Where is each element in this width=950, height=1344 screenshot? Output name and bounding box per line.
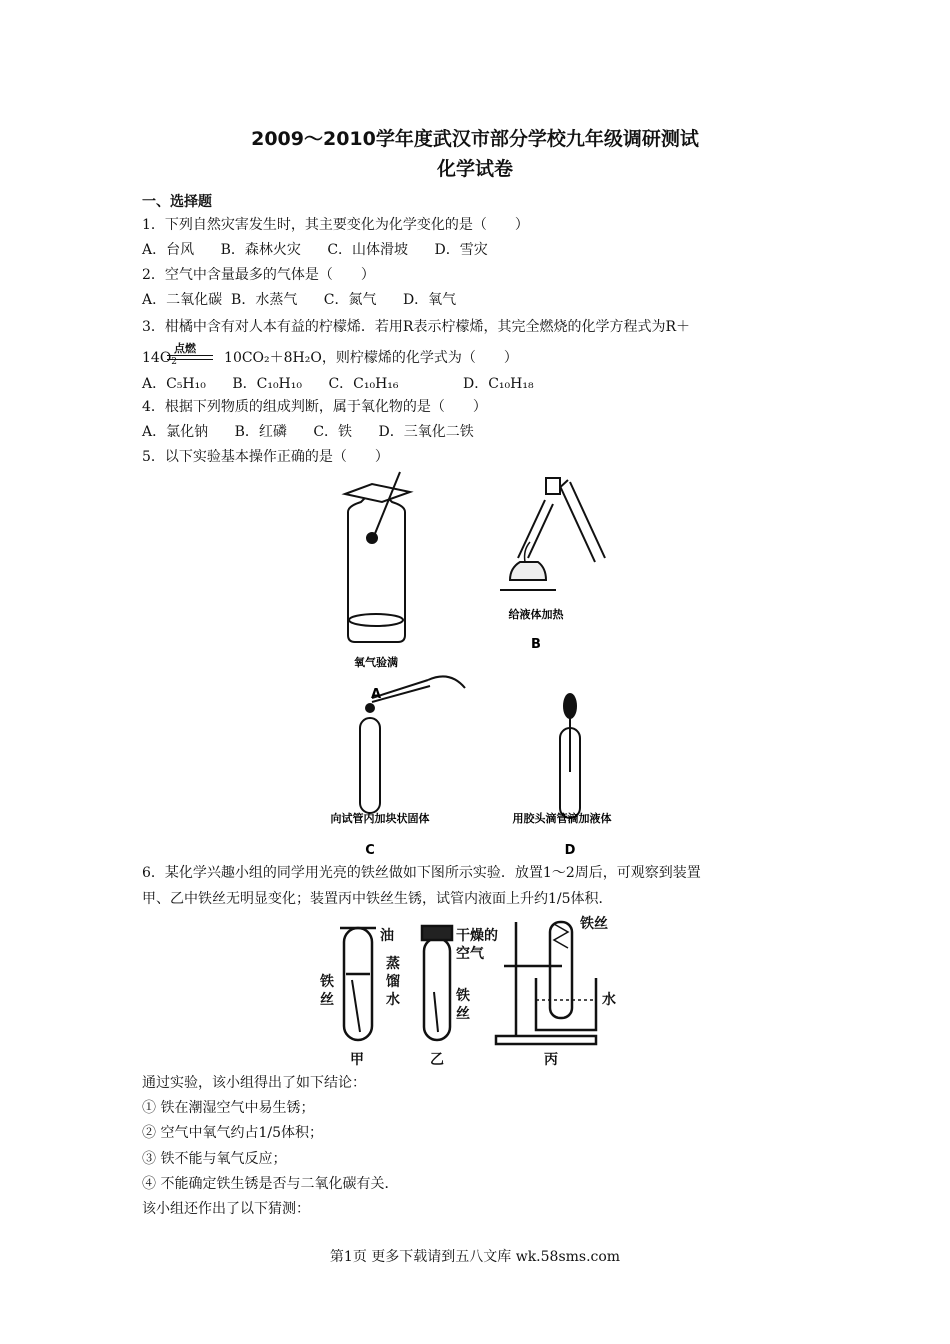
q1-option-c: C．山体滑坡 (327, 242, 409, 258)
q4-option-c: C．铁 (313, 424, 353, 440)
q2-option-a: A．二氧化碳 (142, 292, 223, 308)
svg-text:铁: 铁 (456, 988, 470, 1004)
question-4-options (142, 423, 474, 441)
guess-intro: 该小组还作出了以下猜测： (142, 1201, 310, 1217)
question-5-stem: 5．以下实验基本操作正确的是（ ） (142, 449, 389, 465)
q4-option-b: B．红磷 (234, 424, 287, 440)
fig-a-caption: 氧气验满 (354, 656, 398, 669)
figure-a-gas-bottle (345, 472, 410, 642)
section-heading: 一、选择题 (142, 194, 212, 210)
bing-wire-label: 铁丝 (580, 916, 608, 932)
svg-text:空气: 空气 (456, 946, 484, 962)
question-6-stem-1: 6．某化学兴趣小组的同学用光亮的铁丝做如下图所示实验．放置1～2周后，可观察到装置 (142, 865, 701, 881)
q4-option-d: D．三氧化二铁 (378, 424, 474, 440)
q3-option-b: B．C₁₀H₁₀ (232, 376, 302, 392)
apparatus-jia (340, 928, 376, 1040)
page-footer: 第1页 更多下载请到五八文库 wk.58sms.com (329, 1249, 621, 1265)
apparatus-bing (496, 922, 596, 1044)
q1-option-b: B．森林火灾 (220, 242, 301, 258)
q3-option-d: D．C₁₀H₁₈ (463, 376, 534, 392)
fig-a-letter: A (370, 687, 382, 702)
figure-b-heating (500, 478, 605, 590)
fig-c-letter: C (365, 843, 375, 858)
svg-text:丝: 丝 (320, 992, 334, 1008)
svg-text:馏: 馏 (386, 974, 400, 990)
fig-b-caption: 给液体加热 (508, 608, 564, 621)
fig-d-caption: 用胶头滴管滴加液体 (512, 812, 612, 825)
conclusion-intro: 通过实验，该小组得出了如下结论： (142, 1075, 366, 1091)
question-4-stem: 4．根据下列物质的组成判断，属于氧化物的是（ ） (142, 399, 487, 415)
q2-option-c: C．氮气 (323, 292, 377, 308)
lab-operations-figure (320, 470, 640, 870)
jia-oil-label: 油 (380, 928, 394, 944)
q3-option-a: A．C₅H₁₀ (142, 376, 206, 392)
bing-water-label: 水 (602, 992, 616, 1008)
q2-option-b: B．水蒸气 (231, 292, 298, 308)
conclusion-2: ② 空气中氧气约占1/5体积； (142, 1125, 323, 1141)
q1-option-d: D．雪灾 (434, 242, 488, 258)
apparatus-yi (422, 926, 452, 1040)
reaction-condition: 点燃 (174, 342, 196, 355)
question-1-options (142, 241, 488, 259)
q4-option-a: A．氯化钠 (142, 424, 209, 440)
q3-option-c: C．C₁₀H₁₆ (328, 376, 399, 392)
conclusion-3: ③ 铁不能与氧气反应； (142, 1151, 287, 1167)
iron-rust-experiment-figure (300, 912, 650, 1072)
question-3-stem: 3．柑橘中含有对人本有益的柠檬烯．若用R表示柠檬烯，其完全燃烧的化学方程式为R＋ (142, 319, 690, 335)
question-2-stem: 2．空气中含量最多的气体是（ ） (142, 267, 375, 283)
yi-label: 乙 (430, 1052, 444, 1068)
question-6-stem-2: 甲、乙中铁丝无明显变化；装置丙中铁丝生锈，试管内液面上升约1/5体积． (142, 891, 613, 907)
question-3-options (142, 375, 534, 393)
q1-option-a: A．台风 (142, 242, 195, 258)
svg-text:蒸: 蒸 (386, 956, 400, 972)
question-2-options (142, 291, 456, 309)
q2-option-d: D．氧气 (402, 292, 457, 308)
bing-label: 丙 (544, 1052, 558, 1068)
jia-label: 甲 (350, 1052, 364, 1068)
page-subtitle: 化学试卷 (436, 158, 513, 180)
page-title: 2009～2010学年度武汉市部分学校九年级调研测试 (251, 128, 699, 150)
fig-c-caption: 向试管内加块状固体 (330, 812, 430, 825)
question-1-stem: 1．下列自然灾害发生时，其主要变化为化学变化的是（ ） (142, 217, 529, 233)
svg-text:铁: 铁 (320, 974, 334, 990)
fig-d-letter: D (564, 843, 576, 858)
svg-text:丝: 丝 (456, 1006, 470, 1022)
svg-text:干燥的: 干燥的 (456, 928, 498, 944)
conclusion-1: ① 铁在潮湿空气中易生锈； (142, 1100, 315, 1116)
question-3-equation: $14O_2$ 10CO₂＋8H₂O，则柠檬烯的化学式为（ ） (142, 350, 518, 367)
conclusion-4: ④ 不能确定铁生锈是否与二氧化碳有关． (142, 1176, 399, 1192)
figure-d-tube (560, 694, 580, 818)
fig-b-letter: B (531, 637, 541, 652)
svg-text:水: 水 (386, 992, 400, 1008)
